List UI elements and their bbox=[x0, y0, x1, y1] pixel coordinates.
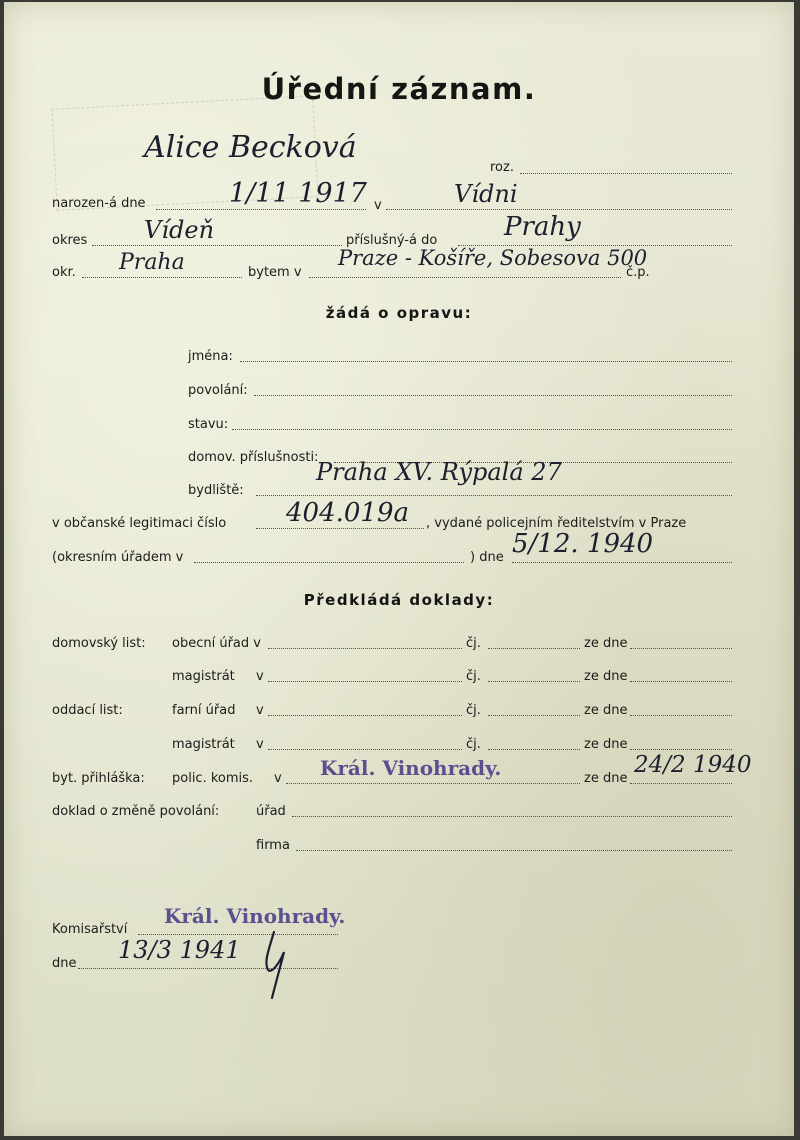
label-vydane: , vydané policejním ředitelstvím v Praze bbox=[426, 516, 687, 531]
line-komisarstvi bbox=[138, 934, 338, 935]
label-magistrat-1: magistrát bbox=[172, 669, 235, 684]
line-legitimace bbox=[256, 528, 424, 529]
handwritten-birth-place: Vídni bbox=[454, 180, 518, 208]
line-povolani bbox=[254, 395, 732, 396]
label-cj-1: čj. bbox=[466, 636, 481, 651]
handwritten-bydliste: Praha XV. Rýpalá 27 bbox=[316, 458, 562, 486]
line-okres bbox=[92, 245, 342, 246]
line-zedne-1 bbox=[630, 648, 732, 649]
label-zedne-1: ze dne bbox=[584, 636, 628, 651]
line-okr bbox=[82, 277, 242, 278]
handwritten-footer-date: 13/3 1941 bbox=[118, 936, 241, 964]
line-zedne-3 bbox=[630, 715, 732, 716]
label-cj-3: čj. bbox=[466, 703, 481, 718]
line-cj-1 bbox=[488, 648, 580, 649]
line-zedne-4 bbox=[630, 749, 732, 750]
label-zedne-3: ze dne bbox=[584, 703, 628, 718]
label-roz: roz. bbox=[490, 160, 514, 175]
document-page bbox=[4, 2, 794, 1136]
label-v-birth: v bbox=[374, 198, 382, 213]
line-cj-2 bbox=[488, 681, 580, 682]
label-byt-prihlaska: byt. přihláška: bbox=[52, 771, 145, 786]
label-jmena: jména: bbox=[188, 349, 233, 364]
stamp-kral-vinohrady-1: Král. Vinohrady. bbox=[320, 756, 502, 780]
label-cj-4: čj. bbox=[466, 737, 481, 752]
label-doklad-zmena: doklad o změně povolání: bbox=[52, 804, 220, 819]
line-zedne-5 bbox=[630, 783, 732, 784]
label-v-mag-1: v bbox=[256, 669, 264, 684]
label-v-polic: v bbox=[274, 771, 282, 786]
label-narozen: narozen-á dne bbox=[52, 196, 146, 211]
heading-zada-o-opravu: žádá o opravu: bbox=[325, 304, 473, 322]
handwritten-birth-date: 1/11 1917 bbox=[229, 178, 367, 209]
label-stavu: stavu: bbox=[188, 417, 229, 432]
label-footer-dne: dne bbox=[52, 956, 77, 971]
handwritten-name: Alice Becková bbox=[144, 130, 357, 165]
label-firma: firma bbox=[256, 838, 290, 853]
label-zedne-5: ze dne bbox=[584, 771, 628, 786]
line-stavu bbox=[232, 429, 732, 430]
handwritten-bytem: Praze - Košíře, Sobesova 500 bbox=[338, 246, 648, 270]
label-legit-dne: ) dne bbox=[470, 550, 504, 565]
label-komisarstvi: Komisařství bbox=[52, 922, 128, 937]
label-v-farni: v bbox=[256, 703, 264, 718]
line-cj-4 bbox=[488, 749, 580, 750]
line-farni bbox=[268, 715, 462, 716]
line-roz bbox=[520, 173, 732, 174]
label-polic-komis: polic. komis. bbox=[172, 771, 254, 786]
line-okresnim bbox=[194, 562, 464, 563]
label-farni-urad: farní úřad bbox=[172, 703, 236, 718]
label-okresnim: (okresním úřadem v bbox=[52, 550, 184, 565]
label-povolani: povolání: bbox=[188, 383, 248, 398]
line-bydliste bbox=[256, 495, 732, 496]
label-cp: č.p. bbox=[626, 265, 650, 280]
line-jmena bbox=[240, 361, 732, 362]
line-narozen-date bbox=[156, 209, 366, 210]
handwritten-prihlaska-date: 24/2 1940 bbox=[634, 752, 752, 778]
line-obecni bbox=[268, 648, 462, 649]
heading-predklada-doklady: Předkládá doklady: bbox=[303, 591, 495, 609]
label-legitimace: v občanské legitimaci číslo bbox=[52, 516, 227, 531]
label-magistrat-2: magistrát bbox=[172, 737, 235, 752]
label-zedne-4: ze dne bbox=[584, 737, 628, 752]
line-bytem bbox=[309, 277, 621, 278]
signature-scribble bbox=[254, 922, 304, 1002]
label-prislusny: příslušný-á do bbox=[346, 233, 438, 248]
label-okres: okres bbox=[52, 233, 88, 248]
label-bytem: bytem v bbox=[248, 265, 302, 280]
label-cj-2: čj. bbox=[466, 669, 481, 684]
handwritten-okres: Vídeň bbox=[144, 216, 215, 244]
handwritten-legit-date: 5/12. 1940 bbox=[512, 529, 654, 559]
label-domovsky-list: domovský list: bbox=[52, 636, 146, 651]
document-title: Úřední záznam. bbox=[261, 72, 537, 106]
stamp-kral-vinohrady-2: Král. Vinohrady. bbox=[164, 904, 346, 928]
line-urad bbox=[292, 816, 732, 817]
label-v-mag-2: v bbox=[256, 737, 264, 752]
line-magistrat-2 bbox=[268, 749, 462, 750]
line-firma bbox=[296, 850, 732, 851]
label-oddaci-list: oddací list: bbox=[52, 703, 123, 718]
label-bydliste: bydliště: bbox=[188, 483, 244, 498]
label-urad: úřad bbox=[256, 804, 286, 819]
label-obecni-urad: obecní úřad v bbox=[172, 636, 261, 651]
line-polic bbox=[286, 783, 580, 784]
line-legit-dne bbox=[512, 562, 732, 563]
handwritten-legit-number: 404.019a bbox=[286, 498, 410, 528]
label-domov: domov. příslušnosti: bbox=[188, 450, 319, 465]
handwritten-okr: Praha bbox=[119, 250, 185, 275]
label-okr: okr. bbox=[52, 265, 76, 280]
label-zedne-2: ze dne bbox=[584, 669, 628, 684]
line-magistrat-1 bbox=[268, 681, 462, 682]
line-zedne-2 bbox=[630, 681, 732, 682]
handwritten-prislusny: Prahy bbox=[504, 212, 581, 242]
line-narozen-place bbox=[386, 209, 732, 210]
line-cj-3 bbox=[488, 715, 580, 716]
